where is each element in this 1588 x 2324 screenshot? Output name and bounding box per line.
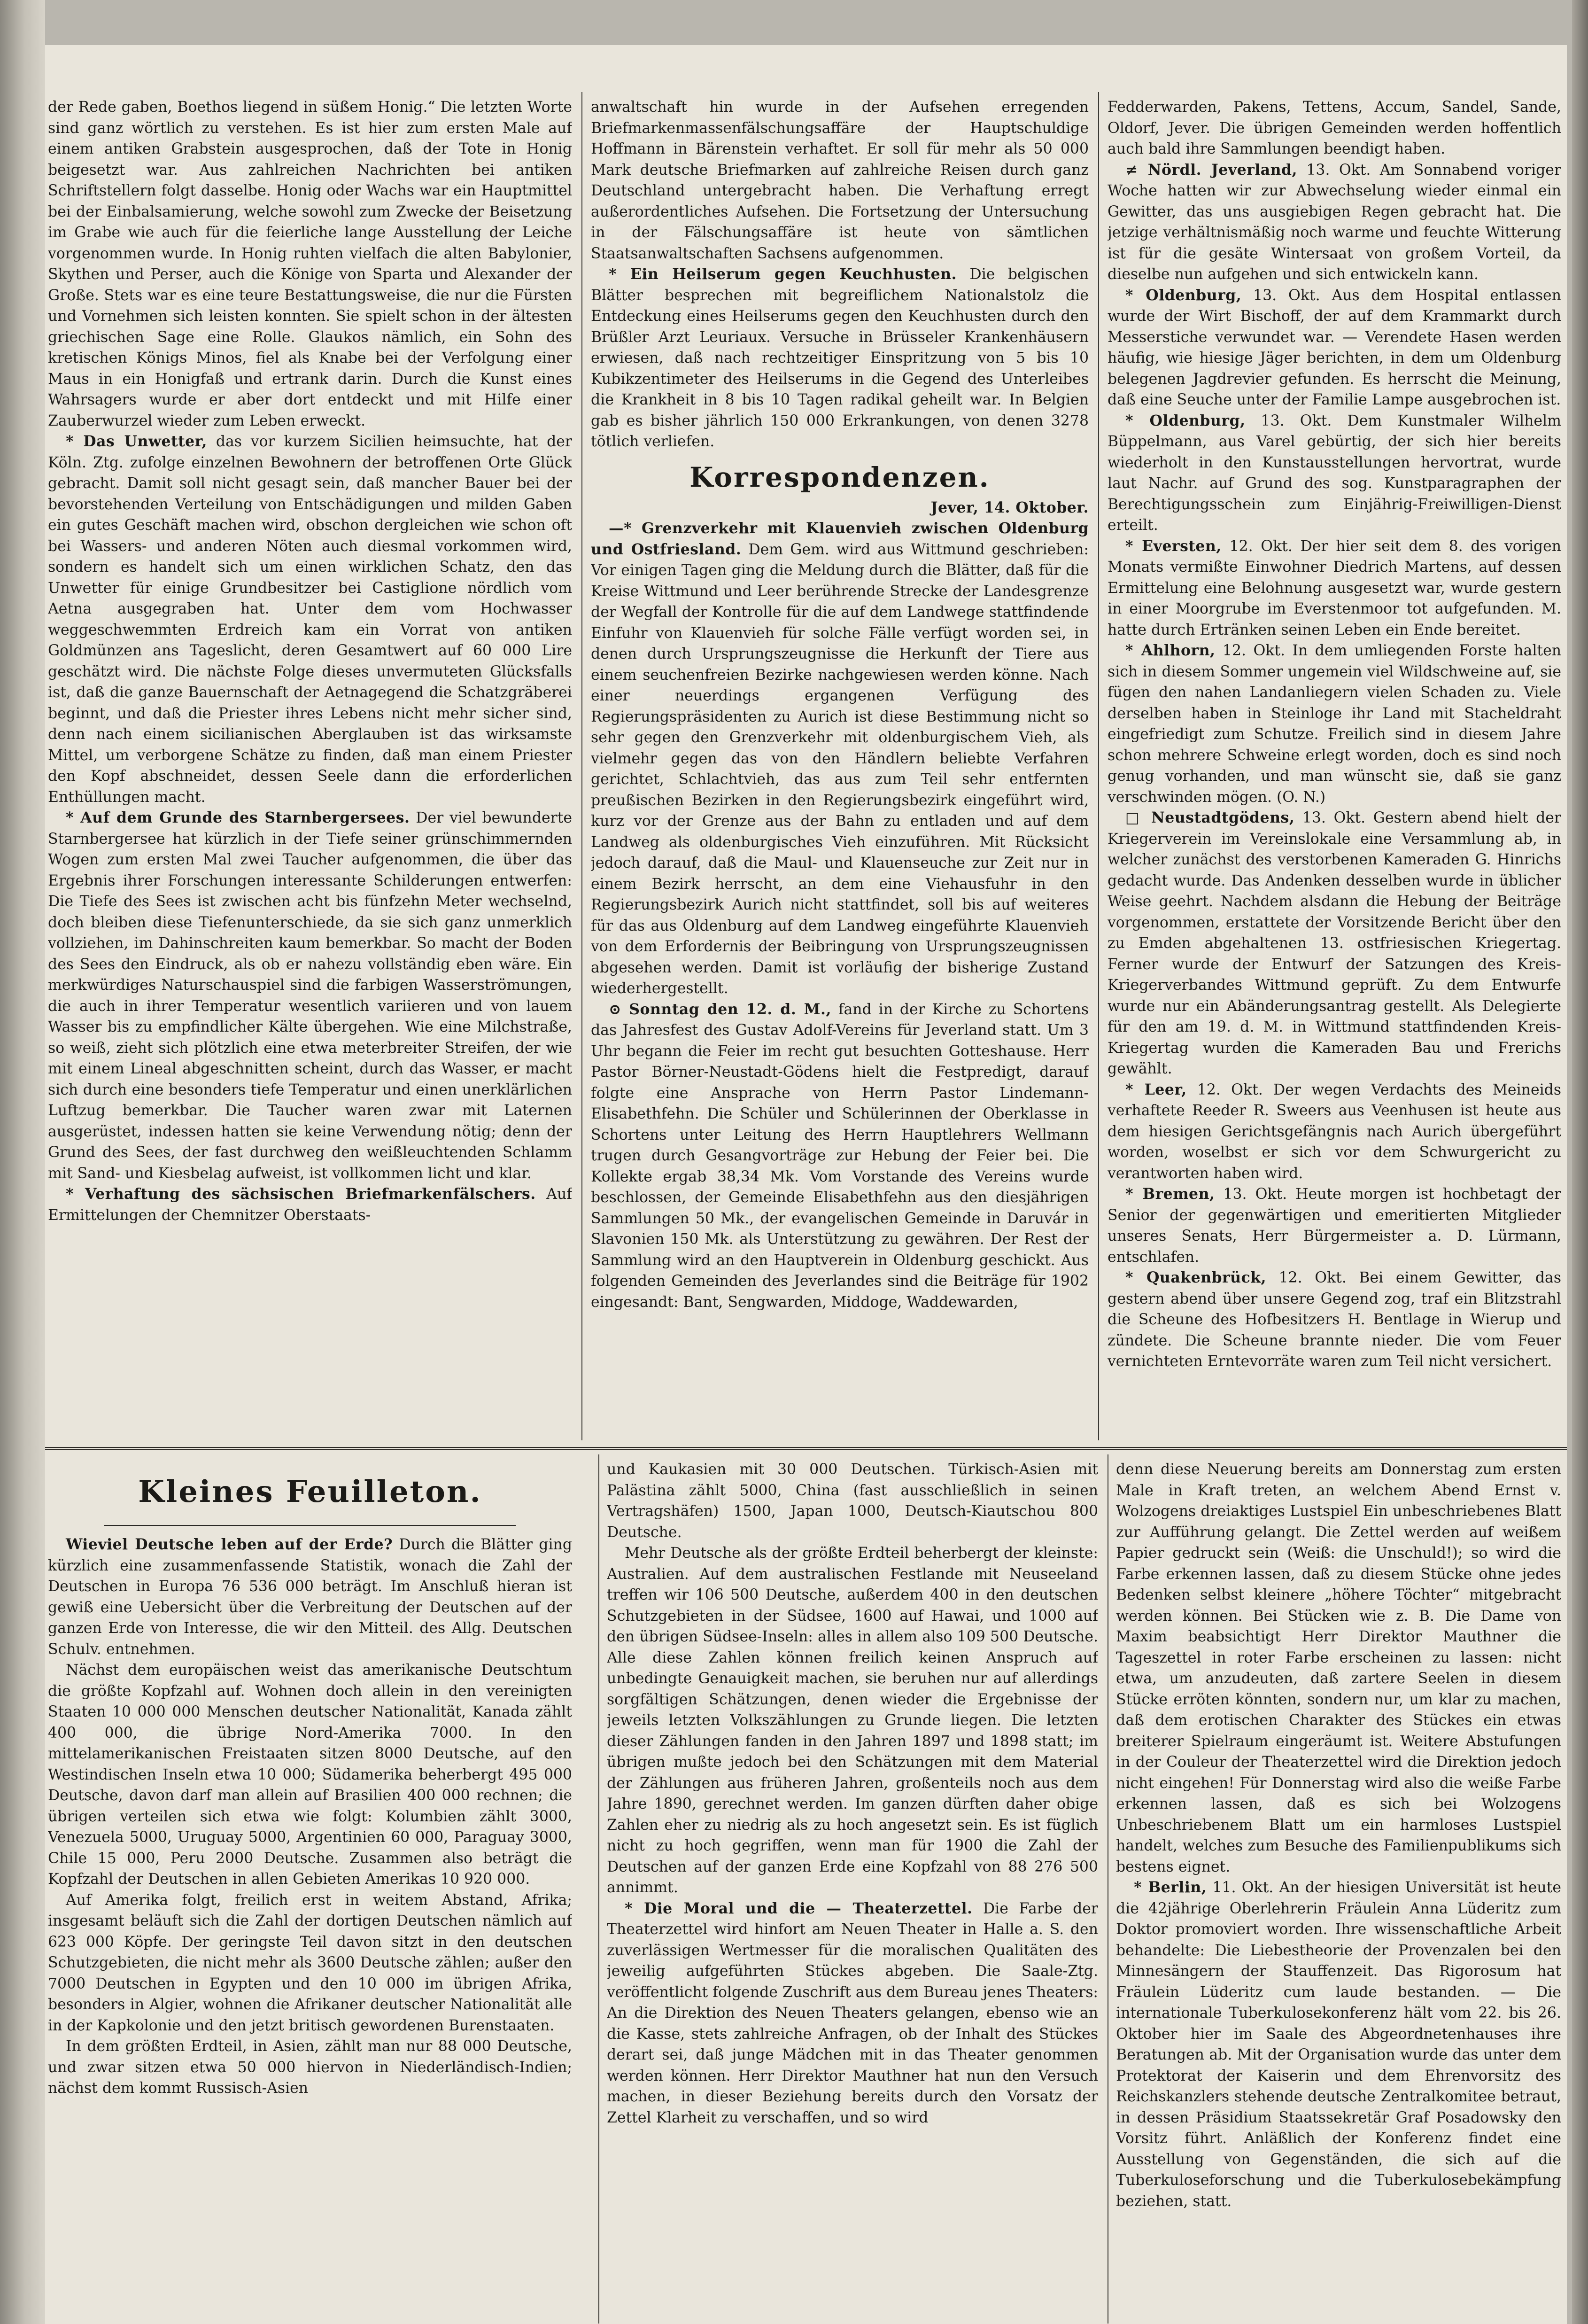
news-item-body: 12. Okt. Der wegen Verdachts des Meineids verhaftete Reeder R. Sweers aus Veenhusen ist heute aus dem hiesigen Gerichtsgefängnis nach Aurich übergeführt worden, woselbst er sich vor dem Schwurgericht zu verantworten haben wird. (1108, 1081, 1561, 1182)
news-item-body: das vor kurzem Sicilien heimsuchte, hat der Köln. Ztg. zufolge einzelnen Bewohnern der betroffenen Orte Glück gebracht. Damit soll nicht gesagt sein, daß mancher Bauer bei der bevorstehenden Verteilung von Entschädigungen und milden Gaben ein gutes Geschäft machen wird, obschon dergleichen wie schon oft bei Wassers- und anderen Nöten auch diesmal vorkommen wird, sondern es handelt sich um einen wirklichen Schatz, den das Unwetter für einige Grundbesitzer bei Castiglione nördlich vom Aetna ausgegraben hat. Unter dem vom Hochwasser weggeschwemmten Erdreich kam ein Vorrat von antiken Goldmünzen ans Tageslicht, deren Gesamtwert auf 60 000 Lire geschätzt wird. Die nächste Folge dieses unvermuteten Glücksfalls ist, daß die ganze Bauernschaft der Aetnagegend die Schatzgräberei beginnt, und daß die Priester ihres Lebens nicht mehr sicher sind, denn nach einem sicilianischen Aberglauben ist das wirksamste Mittel, um verborgene Schätze zu finden, daß man einem Priester den Kopf abschneidet, dessen Seele dann die erforderlichen Enthüllungen macht. (48, 433, 572, 806)
news-item (1108, 640, 1561, 808)
article-paragraph (48, 1890, 572, 2036)
article-paragraph (48, 1660, 572, 1890)
article-continuation (591, 97, 1089, 264)
news-item-headline: * Bremen, (1125, 1185, 1215, 1203)
news-item-body: Durch die Blätter ging kürzlich eine zusammenfassende Statistik, wonach die Zahl der Deutschen in Europa 76 536 000 beträgt. Im Anschluß hieran ist gewiß eine Uebersicht über die Verbreitung der Deutschen auf der ganzen Erde von Interesse, die wir den Mitteil. des Allg. Deutschen Schulv. entnehmen. (48, 1536, 572, 1658)
article-body: Auf Amerika folgt, freilich erst in weitem Abstand, Afrika; insgesamt beläuft sich die Zahl der dortigen Deutschen nämlich auf 623 000 Köpfe. Der geringste Teil davon sitzt in den deutschen Schutzgebieten, die nicht mehr als 3600 Deutsche zählen; außer den 7000 Deutschen in Egypten und den 10 000 im übrigen Afrika, besonders in Algier, wohnen die Afrikaner deutscher Nationalität alle in der Kapkolonie und den jetzt britisch gewordenen Burenstaaten. (48, 1891, 572, 2034)
news-item (1108, 160, 1561, 285)
news-item-headline: * Die Moral und die — Theaterzettel. (625, 1899, 973, 1917)
news-item-headline: * Oldenburg, (1125, 286, 1242, 304)
news-item-body: Die belgischen Blätter besprechen mit begreiflichem Nationalstolz die Entdeckung eines Heilserums gegen den Keuchhusten durch den Brüßler Arzt Leuriaux. Versuche in Brüsseler Krankenhäusern erwiesen, daß nach rechtzeitiger Einspritzung von 5 bis 10 Kubikzentimeter des Heilserums in die Gegend des Unterleibes die Krankheit in 8 bis 10 Tagen radikal geheilt war. In Belgien gab es bisher jährlich 150 000 Erkrankungen, von denen 3278 tötlich verliefen. (591, 266, 1089, 450)
dateline-text: Jever, 14. Oktober. (930, 498, 1089, 516)
article-paragraph (48, 2036, 572, 2099)
news-item-body: fand in der Kirche zu Schortens das Jahresfest des Gustav Adolf-Vereins für Jeverland statt. Um 3 Uhr begann die Feier im recht gut besuchten Gotteshause. Herr Pastor Börner-Neustadt-Gödens hielt die Festpredigt, darauf folgte eine Ansprache von Herrn Pastor Lindemann-Elisabethfehn. Die Schüler und Schülerinnen der Oberklasse in Schortens unter Leitung des Herrn Hauptlehrers Wellmann trugen durch Gesangvorträge zur Hebung der Feier bei. Die Kollekte ergab 38,34 Mk. Vom Vorstande des Vereins wurde beschlossen, der Gemeinde Elisabethfehn aus den diesjährigen Sammlungen 50 Mk., der evangelischen Gemeinde in Daruvár in Slavonien 150 Mk. als Unterstützung zu gewähren. Der Rest der Sammlung wird an den Hauptverein in Oldenburg geschickt. Aus folgenden Gemeinden des Jeverlandes sind die Beiträge für 1902 eingesandt: Bant, Sengwarden, Middoge, Waddewarden, (591, 1001, 1089, 1311)
news-item-headline: Wieviel Deutsche leben auf der Erde? (66, 1536, 393, 1553)
news-item (607, 1898, 1098, 2129)
news-item-headline: —* Grenzverkehr mit Klauenvieh zwischen Oldenburg und Ostfriesland. (591, 520, 1089, 558)
news-item-body: 13. Okt. Aus dem Hospital entlassen wurde der Wirt Bischoff, der auf dem Krammarkt durch Messerstiche verwundet war. — Verendete Hasen werden häufig, wie hiesige Jäger berichten, in dem um Oldenburg belegenen Jagdrevier gefunden. Es herrscht die Meinung, daß eine Seuche unter der Familie Lampe ausgebrochen ist. (1108, 287, 1561, 408)
news-item-body: Der viel bewunderte Starnbergersee hat kürzlich in der Tiefe seiner grünschimmernden Wogen zum ersten Mal zwei Taucher aufgenommen, die über das Ergebnis ihrer Forschungen interessante Schilderungen entwerfen: Die Tiefe des Sees ist zwischen acht bis fünfzehn Meter wechselnd, doch bleiben diese Tiefenunterschiede, da sie sich ganz unmerklich vollziehen, im Dahinschreiten kaum bemerkbar. So macht der Boden des Sees den Eindruck, als ob er nahezu vollständig eben wäre. Ein merkwürdiges Naturschauspiel sind die farbigen Wasserströmungen, die auch in ihrer Temperatur wesentlich variieren und von lauem Wasser bis zu empfindlicher Kälte übergehen. Wie eine Milchstraße, so weiß, zieht sich plötzlich eine etwa meterbreiter Streifen, der wie mit einem Lineal abgeschnitten scheint, durch das Wasser, er macht sich durch eine besonders tiefe Temperatur und einen unerklärlichen Luftzug bemerkbar. Die Taucher waren zwar mit Laternen ausgerüstet, indessen hatten sie keine Verwendung nötig; denn der Grund des Sees, der fast durchweg den weißleuchtenden Schlamm mit Sand- und Kiesbelag aufweist, ist vollkommen licht und klar. (48, 809, 572, 1182)
article-body: In dem größten Erdteil, in Asien, zählt man nur 88 000 Deutsche, und zwar sitzen etwa 50 000 hiervon in Niederländisch-Indien; nächst dem kommt Russisch-Asien (48, 2038, 572, 2097)
news-item (1116, 1877, 1561, 2212)
news-item-body: 13. Okt. Dem Kunstmaler Wilhelm Büppelmann, aus Varel gebürtig, der sich hier bereits wiederholt in den Kunstausstellungen hervortrat, wurde laut Nachr. auf Grund des sog. Kunstparagraphen der Berechtigungsschein zum Einjährig-Freiwilligen-Dienst erteilt. (1108, 412, 1561, 534)
news-item-headline: * Ahlhorn, (1125, 642, 1216, 659)
news-item-headline: * Eversten, (1125, 537, 1222, 555)
dateline (591, 497, 1089, 519)
news-item-headline: * Verhaftung des sächsischen Briefmarkenfälschers. (66, 1185, 536, 1203)
article-continuation (1116, 1459, 1561, 1877)
news-item-headline: * Quakenbrück, (1125, 1269, 1267, 1286)
article-body: Mehr Deutsche als der größte Erdteil beherbergt der kleinste: Australien. Auf dem australischen Festlande mit Neuseeland treffen wir 106 500 Deutsche, außerdem 400 in den deutschen Schutzgebieten in der Südsee, 1600 auf Hawai, und 1000 auf den übrigen Südsee-Inseln: alles in allem also 109 500 Deutsche. Alle diese Zahlen können freilich keinen Anspruch auf unbedingte Genauigkeit machen, sie beruhen nur auf allerdings sorgfältigen Schätzungen, denen wieder die Ergebnisse der jeweils letzten Volkszählungen zu Grunde liegen. Die letzten dieser Zählungen fanden in den Jahren 1897 und 1898 statt; im übrigen mußte jedoch bei den Schätzungen mit dem Material der Zählungen aus früheren Jahren, großenteils noch aus dem Jahre 1890, gerechnet werden. Im ganzen dürften daher obige Zahlen eher zu niedrig als zu hoch angesetzt sein. Es ist füglich nicht zu hoch gegriffen, wenn man für 1900 die Zahl der Deutschen auf der ganzen Erde eine Kopfzahl von 88 276 500 annimmt. (607, 1545, 1098, 1896)
news-item (1108, 1184, 1561, 1267)
news-item-headline: * Ein Heilserum gegen Keuchhusten. (609, 265, 957, 283)
article-body: Fedderwarden, Pakens, Tettens, Accum, Sandel, Sande, Oldorf, Jever. Die übrigen Gemeinden werden hoffentlich auch bald ihre Sammlungen beendigt haben. (1108, 99, 1561, 157)
news-item (48, 1184, 572, 1226)
news-item-body: Auf Ermittelungen der Chemnitzer Oberstaats- (48, 1186, 572, 1224)
article-body: der Rede gaben, Boethos liegend in süßem Honig.“ Die letzten Worte sind ganz wörtlich zu verstehen. Es ist hier zum ersten Male auf einem antiken Grabstein ausgesprochen, daß der Tote in Honig beigesetzt war. Aus zahlreichen Nachrichten bei antiken Schriftstellern folgt dasselbe. Honig oder Wachs war ein Hauptmittel bei der Einbalsamierung, welche sowohl zum Zwecke der Beisetzung im Grabe wie auch für die feierliche lange Ausstellung der Leiche vorgenommen wurde. In Honig ruhten vielfach die alten Babylonier, Skythen und Perser, auch die Könige von Sparta und Alexander der Große. Stets war es eine teure Bestattungsweise, die nur die Fürsten und Vornehmen sich leisten konnten. Sie spielt schon in der ältesten griechischen Sage eine Rolle. Glaukos nämlich, ein Sohn des kretischen Königs Minos, fiel als Knabe bei der Verfolgung einer Maus in ein Honigfaß und ertrank darin. Durch die Kunst eines Wahrsagers wurde er aber dort entdeckt und mit Hilfe einer Zauberwurzel wieder zum Leben erweckt. (48, 99, 572, 429)
news-item-headline: * Leer, (1125, 1080, 1187, 1098)
news-item (1108, 536, 1561, 641)
news-item-headline: * Oldenburg, (1125, 412, 1246, 429)
article-paragraph (607, 1543, 1098, 1898)
upper-column-3 (1108, 97, 1561, 1436)
right-page-edge (1572, 0, 1588, 2324)
news-item-body: Die Farbe der Theaterzettel wird hinfort am Neuen Theater in Halle a. S. den zuverlässigen Wertmesser für die moralischen Qualitäten des jeweilig aufgeführten Stückes abgeben. Die Saale-Ztg. veröffentlicht folgende Zuschrift aus dem Bureau jenes Theaters: An die Direktion des Neuen Theaters gelangen, ebenso wie an die Kasse, stets zahlreiche Anfragen, ob der Inhalt des Stückes derart sei, daß junge Mädchen mit in das Theater genommen werden können. Herr Direktor Mauthner hat nun den Versuch machen, in dieser Beziehung bereits durch den Vorsatz der Zettel Klarheit zu verschaffen, und so wird (607, 1900, 1098, 2126)
news-item-body: 12. Okt. Bei einem Gewitter, das gestern abend über unsere Gegend zog, traf ein Blitzstrahl die Scheune des Hofbesitzers H. Bentlage in Wierup und zündete. Die Scheune brannte nieder. Die vom Feuer vernichteten Erntevorräte waren zum Teil nicht versichert. (1108, 1269, 1561, 1370)
heading-underline-rule (104, 1525, 516, 1526)
article-continuation (1108, 97, 1561, 160)
column-rule (598, 1454, 599, 2324)
article-body: anwaltschaft hin wurde in der Aufsehen erregenden Briefmarkenmassenfälschungsaffäre der Hauptschuldige Hoffmann in Bärenstein verhaftet. Er soll für mehr als 50 000 Mark deutsche Briefmarken auf zahlreiche Reisen durch ganz Deutschland untergebracht haben. Die Verhaftung erregt außerordentliches Aufsehen. Die Fortsetzung der Untersuchung in der Fälschungsaffäre ist heute von sämtlichen Staatsanwaltschaften Sachsens aufgenommen. (591, 99, 1089, 262)
news-item (48, 808, 572, 1184)
news-item-body: 13. Okt. Am Sonnabend voriger Woche hatten wir zur Abwechselung wieder einmal ein Gewitter, das uns ausgiebigen Regen gebracht hat. Die jetzige verhältnismäßig noch warme und feuchte Witterung ist für die gesäte Wintersaat von großem Vorteil, da dieselbe nun aufgehen und sich entwickeln kann. (1108, 161, 1561, 283)
news-item (1108, 808, 1561, 1080)
section-heading: Korrespondenzen. (689, 461, 990, 493)
news-item-body: 13. Okt. Heute morgen ist hochbetagt der Senior der gegenwärtigen und emeritierten Mitglieder unseres Senats, Herr Bürgermeister a. D. Lürmann, entschlafen. (1108, 1186, 1561, 1266)
upper-column-1 (48, 97, 572, 1436)
news-item-headline: ≠ Nördl. Jeverland, (1125, 161, 1298, 179)
news-item (1108, 285, 1561, 411)
article-body: und Kaukasien mit 30 000 Deutschen. Türkisch-Asien mit Palästina zählt 5000, China (fast ausschließlich in seinen Vertragshäfen) 1500, Japan 1000, Deutsch-Kiautschou 800 Deutsche. (607, 1461, 1098, 1541)
news-item (1108, 1267, 1561, 1372)
news-item (591, 264, 1089, 452)
left-page-gutter (0, 0, 45, 2324)
news-item-body: 12. Okt. Der hier seit dem 8. des vorigen Monats vermißte Einwohner Diedrich Martens, auf dessen Ermittelung eine Belohnung ausgesetzt war, wurde gestern in einer Moorgrube im Everstenmoor tot aufgefunden. M. hatte durch Ertränken seinen Leben ein Ende bereitet. (1108, 537, 1561, 638)
article-body: denn diese Neuerung bereits am Donnerstag zum ersten Male in Kraft treten, an welchem Abend Ernst v. Wolzogens dreiaktiges Lustspiel Ein unbeschriebenes Blatt zur Aufführung gelangt. Die Zettel werden auf weißem Papier gedruckt sein (Weiß: die Unschuld!); so wird die Farbe erkennen lassen, daß zu diesem Stücke ohne jedes Bedenken selbst kleinere „höhere Töchter“ mitgebracht werden können. Bei Stücken wie z. B. Die Dame von Maxim beabsichtigt Herr Direktor Mauthner die Tageszettel in roter Farbe erscheinen zu lassen: nicht etwa, um anzudeuten, daß zartere Seelen in diesem Stücke erröten könnten, sondern nur, um klar zu machen, daß dem erotischen Charakter des Stückes ein etwas breiterer Spielraum eingeräumt ist. Weitere Abstufungen in der Couleur der Theaterzettel wird die Direktion jedoch nicht eingehen! Für Donnerstag wird also die weiße Farbe erkennen lassen, daß es sich bei Wolzogens Unbeschriebenem Blatt um ein harmloses Lustspiel handelt, welches zum Besuche des Familienpublikums sich bestens eignet. (1116, 1461, 1561, 1875)
news-item (48, 431, 572, 808)
article-continuation (607, 1459, 1098, 1543)
news-item-headline: * Auf dem Grunde des Starnbergersees. (66, 809, 410, 826)
news-item-body: 12. Okt. In dem umliegenden Forste halten sich in diesem Sommer ungemein viel Wildschweine auf, sie fügen den nahen Landanliegern vielen Schaden zu. Viele derselben haben in Steinloge ihr Land mit Stacheldraht eingefriedigt zum Schutze. Freilich sind in diesem Jahre schon mehrere Schweine erlegt worden, doch es sind noch genug vorhanden, und man wünscht sie, daß sie ganz verschwinden mögen. (O. N.) (1108, 642, 1561, 806)
news-item-headline: * Das Unwetter, (66, 433, 207, 450)
news-item-body: 13. Okt. Gestern abend hielt der Kriegerverein im Vereinslokale eine Versammlung ab, in welcher zunächst des verstorbenen Kameraden G. Hinrichs gedacht wurde. Das Andenken desselben wurde in üblicher Weise geehrt. Nachdem alsdann die Hebung der Beiträge vorgenommen, erstattete der Vorsitzende Bericht über den zu Emden abgehaltenen 13. ostfriesischen Kriegertag. Ferner wurde der Entwurf der Satzungen des Kreis-Kriegerverbandes Wittmund geprüft. Zu dem Entwurfe wurde nur ein Abänderungsantrag gestellt. Als Delegierte für den am 19. d. M. in Wittmund stattfindenden Kreis-Kriegertag wurden die Kameraden Bau und Frerichs gewählt. (1108, 809, 1561, 1077)
feuilleton-heading: Kleines Feuilleton. (138, 1474, 482, 1509)
lower-column-3 (1116, 1459, 1561, 2319)
news-item-headline: □ Neustadtgödens, (1125, 809, 1295, 826)
news-item (591, 518, 1089, 999)
column-rule (581, 92, 582, 1440)
news-item (48, 1534, 572, 1660)
lower-column-2 (607, 1459, 1098, 2319)
column-rule (1098, 92, 1099, 1440)
article-continuation (48, 97, 572, 431)
lower-column-1 (48, 1459, 572, 2319)
news-item (591, 999, 1089, 1313)
upper-column-2 (591, 97, 1089, 1436)
news-item (1108, 1080, 1561, 1184)
article-body: Nächst dem europäischen weist das amerikanische Deutschtum die größte Kopfzahl auf. Wohnen doch allein in den vereinigten Staaten 10 000 000 Menschen deutscher Nationalität, Kanada zählt 400 000, die übrige Nord-Amerika 7000. In den mittelamerikanischen Freistaaten sitzen 8000 Deutsche, auf den Westindischen Inseln etwa 10 000; Südamerika beherbergt 495 000 Deutsche, davon darf man allein auf Brasilien 400 000 rechnen; die übrigen verteilen sich etwa wie folgt: Kolumbien zählt 3000, Venezuela 5000, Uruguay 5000, Argentinien 60 000, Paraguay 3000, Chile 15 000, Peru 2000 Deutsche. Zusammen also beträgt die Kopfzahl der Deutschen in allen Gebieten Amerikas 10 920 000. (48, 1662, 572, 1888)
news-item-body: Dem Gem. wird aus Wittmund geschrieben: Vor einigen Tagen ging die Meldung durch die Blätter, daß für die Kreise Wittmund und Leer berührende Strecke der Landesgrenze der Wegfall der Kontrolle für die auf dem Landwege stattfindende Einfuhr von Klauenvieh für solche Fälle verfügt worden sei, in denen durch Ursprungszeugnisse die Herkunft der Tiere aus einem seuchenfreien Bezirke nachgewiesen werden könne. Nach einer neuerdings ergangenen Verfügung des Regierungspräsidenten zu Aurich ist diese Bestimmung nicht so sehr gegen den Grenzverkehr mit oldenburgischem Vieh, als vielmehr gegen das von den Händlern beliebte Verfahren gerichtet, Schlachtvieh, das aus zum Teil sehr entfernten preußischen Bezirken in den Regierungsbezirk eingeführt wird, kurz vor der Grenze aus der Bahn zu entladen und auf dem Landweg als oldenburgisches Vieh einzuführen. Mit Rücksicht jedoch darauf, daß die Maul- und Klauenseuche zur Zeit nur in einem Bezirk herrscht, an dem eine Viehausfuhr in den Regierungsbezirk Aurich nicht stattfindet, soll bis auf weiteres für das aus Oldenburg auf dem Landweg eingeführte Klauenvieh von dem Erfordernis der Beibringung von Ursprungszeugnissen abgesehen werden. Damit ist vorläufig der bisherige Zustand wiederhergestellt. (591, 541, 1089, 997)
news-item (1108, 411, 1561, 536)
feuilleton-divider-rule (45, 1447, 1567, 1450)
news-item-body: 11. Okt. An der hiesigen Universität ist heute die 42jährige Oberlehrerin Fräulein Anna Lüderitz zum Doktor promoviert worden. Ihre wissenschaftliche Arbeit behandelte: Die Liebestheorie der Provenzalen bei den Minnesängern der Stauffenzeit. Das Rigorosum hat Fräulein Lüderitz cum laude bestanden. — Die internationale Tuberkulosekonferenz hält vom 22. bis 26. Oktober hier im Saale des Abgeordnetenhauses ihre Beratungen ab. Mit der Organisation wurde das unter dem Protektorat der Kaiserin und dem Ehrenvorsitz des Reichskanzlers stehende deutsche Zentralkomitee betraut, in dessen Präsidium Staatssekretär Graf Posadowsky den Vorsitz führt. Anläßlich der Konferenz findet eine Ausstellung von Gegenständen, die sich auf die Tuberkuloseforschung und die Tuberkulosebekämpfung beziehen, statt. (1116, 1879, 1561, 2210)
newspaper-page (45, 45, 1567, 2324)
news-item-headline: ⊙ Sonntag den 12. d. M., (609, 1000, 831, 1018)
news-item-headline: * Berlin, (1134, 1879, 1207, 1896)
